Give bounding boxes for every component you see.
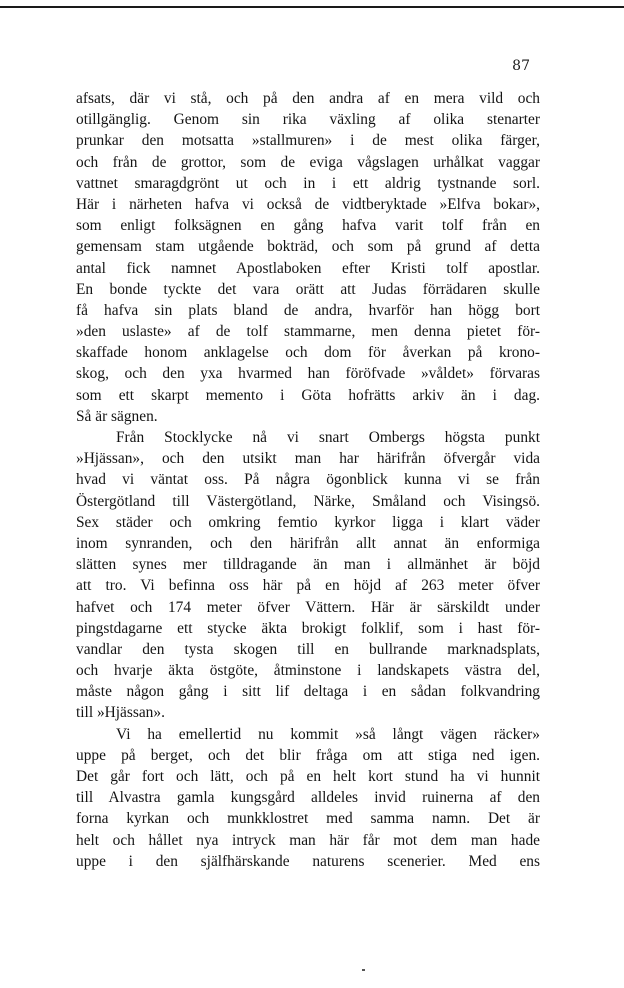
text-line: uppe i den själfhärskande naturens scenerier. Med ens — [76, 852, 540, 870]
text-line: till Alvastra gamla kungsgård alldeles invid ruinerna af den — [76, 789, 540, 807]
text-line: Det går fort och lätt, och på en helt kort stund ha vi hunnit — [76, 768, 540, 785]
body-text — [76, 88, 540, 872]
text-line: och hvarje äkta östgöte, åtminstone i landskapets västra del, — [76, 662, 540, 680]
paragraph-start-line: Vi ha emellertid nu kommit »så långt vägen räcker» — [116, 725, 540, 743]
text-line: vandlar den tysta skogen till en bullrande marknadsplats, — [76, 640, 540, 658]
text-line: som enligt folksägnen en gång hafva varit tolf från en — [76, 217, 540, 235]
text-line: gemensam stam utgående bokträd, och som på grund af detta — [76, 238, 540, 256]
text-line: Östergötland till Västergötland, Närke, Småland och Visingsö. — [76, 492, 540, 510]
text-line: skog, och den yxa hvarmed han föröfvade »våldet» förvaras — [76, 365, 540, 383]
text-line: prunkar den motsatta »stallmuren» i de mest olika färger, — [76, 132, 540, 150]
top-border-rule — [0, 6, 624, 8]
text-line: pingstdagarne ett stycke äkta brokigt folklif, som i hast för- — [76, 619, 540, 637]
text-line: forna kyrkan och munkklostret med samma namn. Det är — [76, 810, 540, 828]
text-line: afsats, där vi stå, och på den andra af en mera vild och — [76, 90, 540, 107]
text-line: »den uslaste» af de tolf stammarne, men denna pietet för- — [76, 323, 540, 341]
text-line: inom synranden, och den härifrån allt annat än enformiga — [76, 534, 540, 552]
text-line: måste någon gång i sitt lif deltaga i en sådan folkvandring — [76, 683, 540, 701]
paragraph-end-line: Så är sägnen. — [76, 407, 158, 425]
text-line: En bonde tyckte det vara orätt att Judas förrädaren skulle — [76, 280, 540, 298]
print-speck — [362, 969, 365, 971]
text-line: som ett skarpt memento i Göta hofrätts arkiv än i dag. — [76, 386, 540, 404]
page-number: 87 — [512, 58, 530, 74]
text-line: hvad vi väntat oss. På några ögonblick kunna vi se från — [76, 471, 540, 489]
text-line: skaffade honom anklagelse och dom för åverkan på krono- — [76, 344, 540, 362]
text-line: Sex städer och omkring femtio kyrkor ligga i klart väder — [76, 513, 540, 531]
text-line: att tro. Vi befinna oss här på en höjd af 263 meter öfver — [76, 577, 540, 595]
text-line: otillgänglig. Genom sin rika växling af olika stenarter — [76, 111, 540, 129]
text-line: få hafva sin plats bland de andra, hvarför han högg bort — [76, 301, 540, 319]
text-line: helt och hållet nya intryck man här får mot dem man hade — [76, 831, 540, 849]
text-line: uppe på berget, och det blir fråga om att stiga ned igen. — [76, 746, 540, 764]
paragraph-start-line: Från Stocklycke nå vi snart Ombergs högsta punkt — [116, 429, 540, 446]
text-line: »Hjässan», och den utsikt man har härifrån öfvergår vida — [76, 450, 540, 468]
text-line: slätten synes mer tilldragande än man i allmänhet är böjd — [76, 556, 540, 574]
text-line: Här i närheten hafva vi också de vidtberyktade »Elfva bokar», — [76, 195, 540, 213]
paragraph-end-line: till »Hjässan». — [76, 704, 165, 722]
text-line: antal fick namnet Apostlaboken efter Kristi tolf apostlar. — [76, 259, 540, 277]
text-line: hafvet och 174 meter öfver Vättern. Här är särskildt under — [76, 598, 540, 616]
text-line: och från de grottor, som de eviga vågslagen urhålkat vaggar — [76, 153, 540, 171]
text-line: vattnet smaragdgrönt ut och in i ett aldrig tystnande sorl. — [76, 174, 540, 192]
